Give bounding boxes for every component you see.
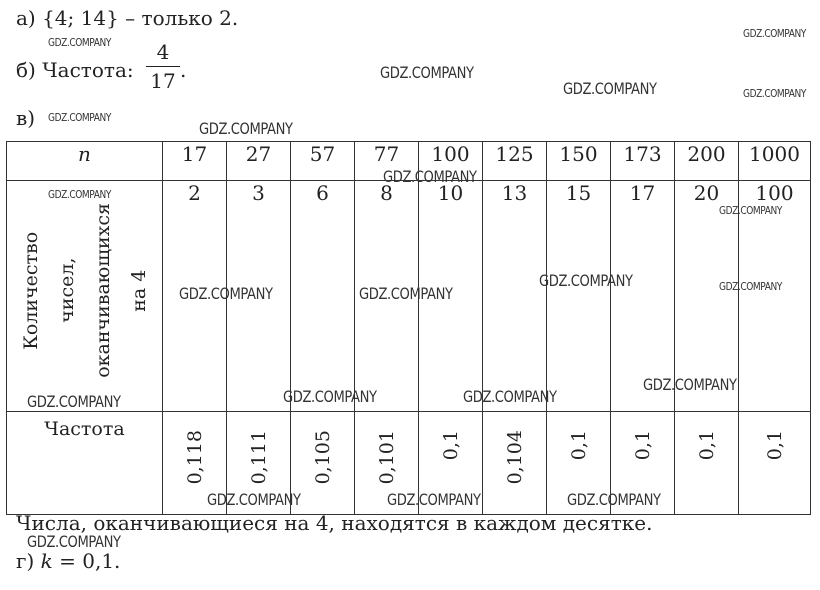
n-value: 1000	[739, 142, 811, 181]
count-value: 10	[419, 181, 483, 412]
frequency-value: 0,1	[763, 430, 786, 461]
fraction-bar	[146, 66, 180, 67]
frequency-value: 0,1	[631, 430, 654, 461]
watermark: GDZ.COMPANY	[643, 375, 737, 394]
count-row-header	[7, 181, 163, 412]
answer-g: г) k = 0,1.	[16, 549, 121, 573]
frequency-fraction	[146, 40, 180, 93]
frequency-value: 0,1	[439, 430, 462, 461]
watermark: GDZ.COMPANY	[387, 490, 481, 509]
watermark: GDZ.COMPANY	[48, 111, 111, 124]
frequency-value: 0,104	[503, 430, 526, 485]
frequency-value: 0,1	[695, 430, 718, 461]
watermark: GDZ.COMPANY	[719, 280, 782, 293]
watermark: GDZ.COMPANY	[359, 284, 453, 303]
count-value: 6	[291, 181, 355, 412]
n-value: 17	[163, 142, 227, 181]
watermark: GDZ.COMPANY	[199, 119, 293, 138]
frequency-cell	[483, 412, 547, 515]
watermark: GDZ.COMPANY	[463, 387, 557, 406]
frequency-value: 0,101	[375, 430, 398, 485]
count-value: 8	[355, 181, 419, 412]
watermark: GDZ.COMPANY	[27, 392, 121, 411]
watermark: GDZ.COMPANY	[207, 490, 301, 509]
n-value: 173	[611, 142, 675, 181]
frequency-cell	[739, 412, 811, 515]
watermark: GDZ.COMPANY	[567, 490, 661, 509]
watermark: GDZ.COMPANY	[383, 167, 477, 186]
frequency-value: 0,105	[311, 430, 334, 485]
fraction-suffix: .	[180, 58, 187, 82]
frequency-value: 0,118	[183, 430, 206, 485]
conclusion-text: Числа, оканчивающиеся на 4, находятся в каждом десятке.	[16, 511, 653, 535]
frequency-row-header: Частота	[7, 412, 163, 515]
count-value: 100	[739, 181, 811, 412]
n-value: 125	[483, 142, 547, 181]
fraction-denominator: 17	[150, 69, 176, 93]
frequency-table	[6, 141, 811, 515]
answer-a: а) {4; 14} – только 2.	[16, 6, 239, 30]
count-value: 2	[163, 181, 227, 412]
watermark: GDZ.COMPANY	[48, 36, 111, 49]
watermark: GDZ.COMPANY	[719, 204, 782, 217]
n-value: 150	[547, 142, 611, 181]
count-value: 15	[547, 181, 611, 412]
header-n: n	[7, 142, 163, 181]
watermark: GDZ.COMPANY	[743, 87, 806, 100]
n-value: 100	[419, 142, 483, 181]
fraction-numerator: 4	[156, 40, 170, 64]
watermark: GDZ.COMPANY	[743, 27, 806, 40]
frequency-value: 0,1	[567, 430, 590, 461]
count-value: 3	[227, 181, 291, 412]
n-value: 27	[227, 142, 291, 181]
frequency-cell	[675, 412, 739, 515]
frequency-value: 0,111	[247, 430, 270, 485]
watermark: GDZ.COMPANY	[380, 63, 474, 82]
count-label: Количество чисел, оканчивающихся на 4	[19, 203, 150, 378]
watermark: GDZ.COMPANY	[48, 188, 111, 201]
n-value: 77	[355, 142, 419, 181]
answer-v-label: в)	[16, 106, 36, 130]
watermark: GDZ.COMPANY	[179, 284, 273, 303]
watermark: GDZ.COMPANY	[27, 532, 121, 551]
count-value: 20	[675, 181, 739, 412]
n-value: 57	[291, 142, 355, 181]
watermark: GDZ.COMPANY	[283, 387, 377, 406]
count-value: 13	[483, 181, 547, 412]
count-value: 17	[611, 181, 675, 412]
watermark: GDZ.COMPANY	[563, 79, 657, 98]
watermark: GDZ.COMPANY	[539, 271, 633, 290]
n-value: 200	[675, 142, 739, 181]
answer-b-label: б) Частота:	[16, 58, 134, 82]
